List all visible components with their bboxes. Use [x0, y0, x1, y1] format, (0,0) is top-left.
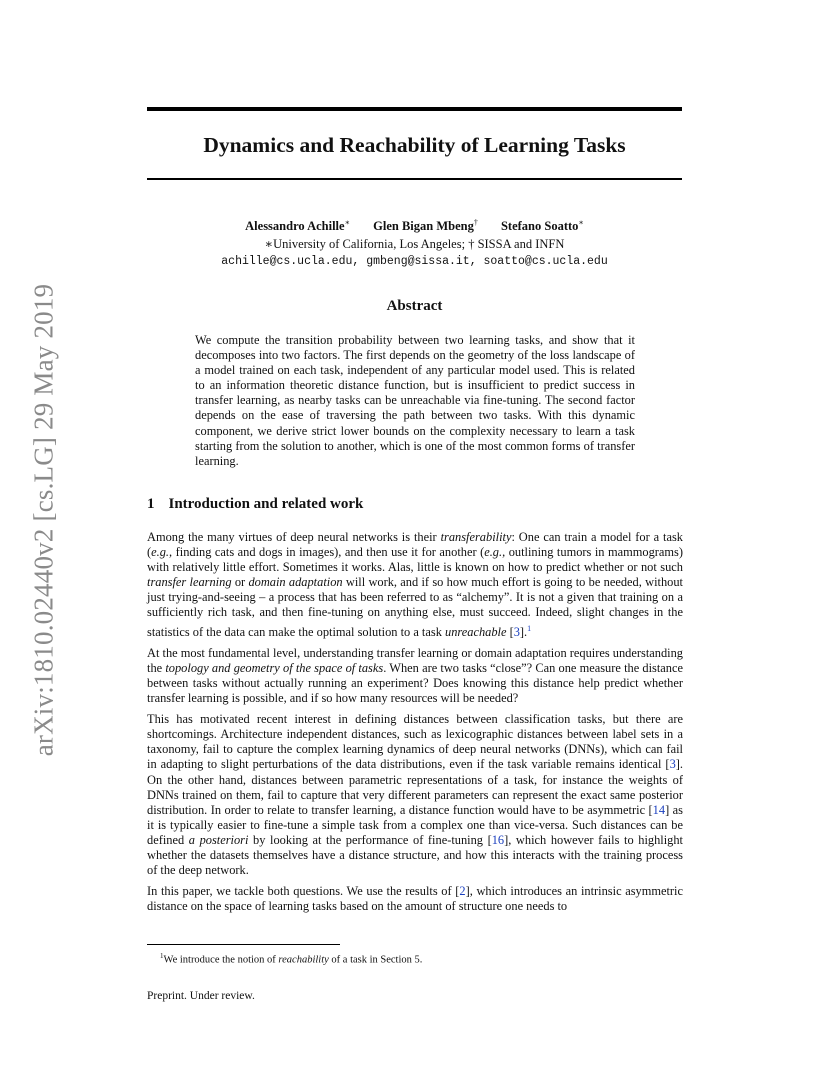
footnote: $^1$We introduce the notion of reachability of a task in Section 5. [160, 952, 423, 966]
section-heading [147, 496, 363, 513]
paragraph-2: At the most fundamental level, understanding transfer learning or domain adaptation requires understanding the topology and geometry of the space of tasks. When are two tasks “close”? Can one measure the distance between tasks without actually running an experiment? Does knowing this distance help predict whether transfer learning is possible, and if so how many resources will be needed? [147, 645, 684, 706]
section-title: Introduction and related work [168, 496, 364, 512]
paragraph-1: Among the many virtues of deep neural networks is their transferability: One can train a model for a task (e.g., finding cats and dogs in images), and then use it for another (e.g., outlining tumors in mammograms) with relatively little effort. Sometimes it works. Alas, little is known on how to predict whether or not such transfer learning or domain adaptation will work, and if so how much effort is going to be needed, without just trying-and-seeing – a process that has been referred to as “alchemy”. It is not a given that training on a sufficiently rich task, and then fine-tuning on anything else, must succeed. Indeed, slight changes in the statistics of the data can make the optimal solution to a task unreachable [3].$^1$ [147, 530, 683, 639]
author-emails: achille@cs.ucla.edu, gmbeng@sissa.it, soatto@cs.ucla.edu [221, 255, 608, 269]
affiliations: ∗University of California, Los Angeles; † SISSA and INFN [264, 237, 565, 252]
footnote-link[interactable]: 1 [527, 623, 532, 633]
paper-title: Dynamics and Reachability of Learning Tasks [203, 133, 626, 157]
author-3: Stefano Soatto∗ [500, 218, 584, 234]
paragraph-3: This has motivated recent interest in defining distances between classification tasks, but there are shortcomings. Architecture independent distances, such as lexicographic distances between label sets in a taxonomy, fail to capture the complex learning dynamics of deep neural networks (DNNs), which can fail in adapting to slight perturbations of the data distributions, even if the task variable remains identical [3]. On the other hand, distances between parametric representations of a task, for instance the weights of DNNs trained on them, fail to capture that very different parameters can represent the exact same posterior distribution. In order to relate to transfer learning, a distance function would have to be asymmetric [14] as it is typically easier to fine-tune a simple task from a complex one than vice-versa. Such distances can be defined a posteriori by looking at the performance of fine-tuning [16], which however fails to highlight whether the datasets themselves have a distance structure, and how this interacts with the training process of the deep network. [147, 712, 684, 878]
footnote-rule [147, 944, 340, 945]
title-bottom-rule [147, 178, 682, 180]
section-number: 1 [147, 496, 155, 512]
author-block [147, 214, 682, 271]
author-names [147, 214, 682, 235]
abstract-text: We compute the transition probability between two learning tasks, and show that it decomposes into two factors. The first depends on the geometry of the loss landscape of a model trained on each task, independent of any particular model used. This is related to an information theoretic distance function, but is insufficient to predict success in transfer learning, as nearby tasks can be unreachable via fine-tuning. The second factor depends on the ease of traversing the path between two tasks. With this dynamic component, we derive strict lower bounds on the complexity necessary to learn a task starting from the solution to another, which is one of the most common forms of transfer learning. [195, 333, 635, 468]
citation-link[interactable]: 2 [459, 884, 466, 899]
citation-link[interactable]: 3 [513, 624, 520, 639]
paragraph-4: In this paper, we tackle both questions. We use the results of [2], which introduces an intrinsic asymmetric distance on the space of learning tasks based on the amount of structure one needs to [147, 884, 684, 914]
arxiv-stamp: arXiv:1810.02440v2 [cs.LG] 29 May 2019 [28, 283, 59, 757]
citation-link[interactable]: 14 [652, 802, 666, 817]
body-text [147, 530, 683, 920]
author-2: Glen Bigan Mbeng† [373, 218, 478, 234]
citation-link[interactable]: 16 [491, 832, 505, 847]
citation-link[interactable]: 3 [669, 757, 676, 772]
abstract-heading: Abstract [386, 298, 443, 314]
title-top-rule [147, 107, 682, 111]
preprint-notice: Preprint. Under review. [147, 990, 255, 1002]
author-1: Alessandro Achille∗ [245, 218, 351, 234]
